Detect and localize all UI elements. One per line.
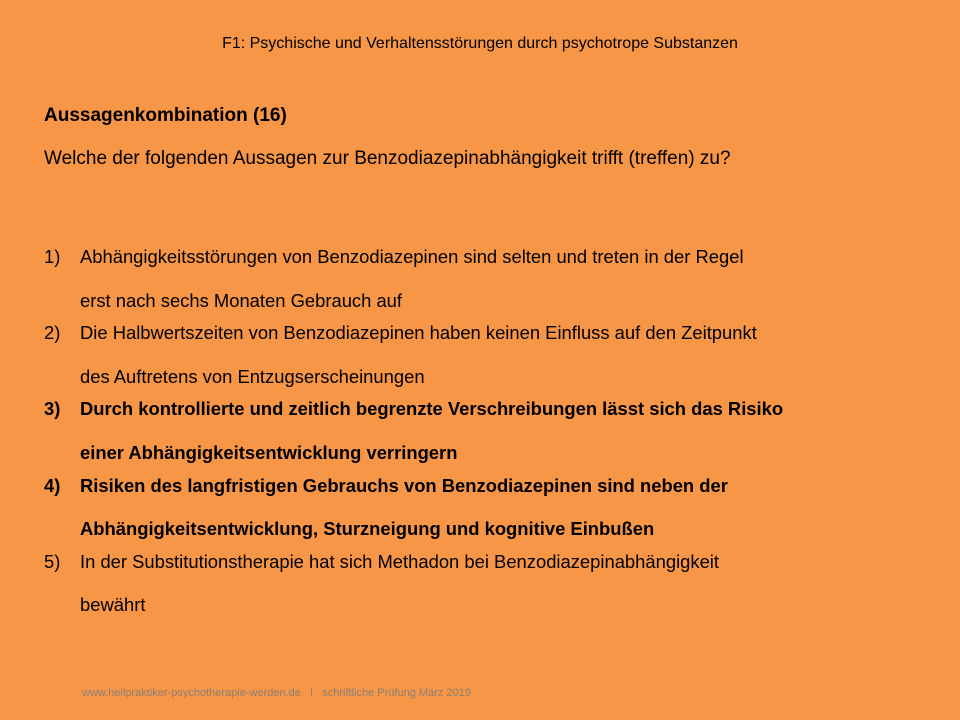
question-text: Welche der folgenden Aussagen zur Benzodiazepinabhängigkeit trifft (treffen) zu? [44,148,731,169]
statement-number: 5) [44,550,61,572]
statement-line: Die Halbwertszeiten von Benzodiazepinen haben keinen Einfluss auf den Zeitpunkt [80,322,757,344]
footer-source: www.heilpraktiker-psychotherapie-werden.de I schriftliche Prüfung März 2019 [82,687,471,699]
statement-number: 2) [44,322,61,344]
statement-line: Durch kontrollierte und zeitlich begrenzte Verschreibungen lässt sich das Risiko [80,398,784,420]
statement-line: des Auftretens von Entzugserscheinungen [80,365,425,387]
statement-item-3 [44,387,924,474]
statement-line: In der Substitutionstherapie hat sich Methadon bei Benzodiazepinabhängigkeit [80,550,720,572]
statement-list [44,235,924,627]
statement-line: Risiken des langfristigen Gebrauchs von Benzodiazepinen sind neben der [80,474,728,496]
slide-header-title: F1: Psychische und Verhaltensstörungen durch psychotrope Substanzen [222,35,738,52]
statement-number: 4) [44,474,61,496]
statement-line: Abhängigkeitsstörungen von Benzodiazepinen sind selten und treten in der Regel [80,246,744,267]
statement-line: Abhängigkeitsentwicklung, Sturzneigung und kognitive Einbußen [80,518,655,540]
statement-item-1 [44,235,924,322]
statement-line: erst nach sechs Monaten Gebrauch auf [80,289,403,311]
statement-number: 3) [44,398,61,420]
statement-number: 1) [44,246,61,267]
statement-item-4 [44,464,924,551]
statement-line: bewährt [80,594,146,616]
statement-item-2 [44,311,924,398]
statement-line: einer Abhängigkeitsentwicklung verringern [80,441,458,463]
statement-item-5 [44,540,924,627]
question-heading: Aussagenkombination (16) [44,105,287,126]
